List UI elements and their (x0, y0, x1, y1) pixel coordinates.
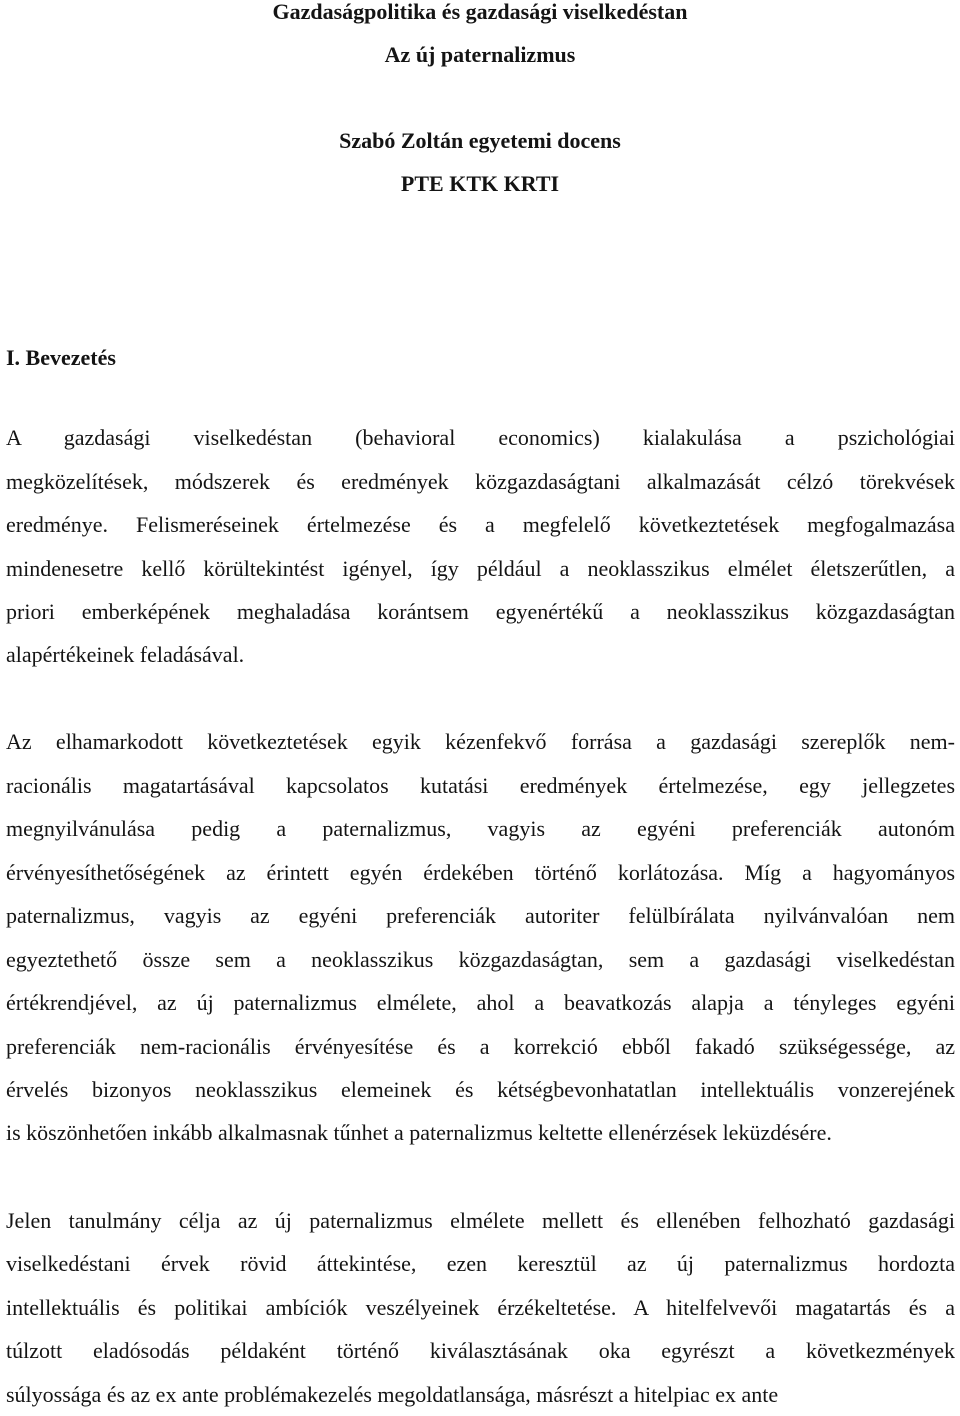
text-run: egyéni (876, 990, 955, 1015)
text-line (6, 599, 955, 625)
text-line (6, 860, 955, 886)
text-run: érvényesíthetőségének az érintett egyén érdekében történő korlátozása. Míg a (6, 860, 833, 885)
text-run: racionális magatartásával kapcsolatos kutatási eredmények értelmezése, egy jellegzetes (6, 773, 955, 798)
text-run: értékrendjével, az (6, 990, 197, 1015)
text-line (6, 1295, 955, 1321)
text-line (6, 1382, 955, 1408)
text-line (6, 903, 955, 929)
text-run: vagyis az egyéni preferenciák (134, 903, 525, 928)
text-run: mindenesetre kellő körültekintést igényel, így például a neoklasszikus elmélet életszerűtlen, (6, 556, 946, 581)
italic-text-run: autoriter (524, 903, 600, 928)
italic-text-run: új paternalizmus (196, 990, 357, 1015)
text-line (6, 1034, 955, 1060)
text-run: túlzott eladósodás példaként történő kiválasztásának oka egyrészt a következmények (6, 1338, 955, 1363)
text-line (6, 990, 955, 1016)
text-run: elmélete mellett és ellenében felhozható (432, 1208, 869, 1233)
text-run: Jelen tanulmány célja az (6, 1208, 275, 1233)
text-run: súlyossága és az ex ante problémakezelés megoldatlansága, másrészt a hitelpiac ex ante (6, 1382, 779, 1407)
italic-text-run: paternalizmus (322, 816, 446, 841)
text-run: elmélete, ahol a beavatkozás alapja a (356, 990, 794, 1015)
text-line (6, 1120, 955, 1146)
text-run: A (6, 425, 64, 450)
text-run: érvek rövid áttekintése, ezen keresztül az új paternalizmus hordozta (130, 1251, 955, 1276)
author-line: Szabó Zoltán egyetemi docens (339, 128, 621, 153)
text-line (6, 947, 955, 973)
text-run: preferenciák nem-racionális érvényesítése és a korrekció ebből fakadó szükségessége, az (6, 1034, 955, 1059)
italic-text-run: gazdasági (868, 1208, 955, 1233)
text-run: egyeztethető össze sem a neoklasszikus közgazdaságtan, sem a gazdasági viselkedéstan (6, 947, 955, 972)
text-line (6, 556, 955, 582)
text-run: is köszönhetően inkább alkalmasnak tűnhet a paternalizmus keltette ellenérzések leküzdésére. (6, 1120, 832, 1145)
text-line (6, 729, 955, 755)
italic-text-run: új paternalizmus (274, 1208, 433, 1233)
italic-text-run: tényleges (793, 990, 877, 1015)
text-run: intellektuális és politikai ambíciók veszélyeinek érzékeltetése. A hitelfelvevői magatartás és a (6, 1295, 955, 1320)
text-run: (behavioral economics) kialakulása a pszichológiai (312, 425, 955, 450)
text-run: felülbírálata nyilvánvalóan nem (599, 903, 955, 928)
section-heading: I. Bevezetés (6, 345, 116, 370)
text-run: érvelés bizonyos neoklasszikus elemeinek és kétségbevonhatatlan intellektuális vonzerejének (6, 1077, 955, 1102)
italic-text-run: gazdasági viselkedéstan (63, 425, 313, 450)
text-run: , vagyis az egyéni preferenciák autonóm (445, 816, 956, 841)
text-line (6, 773, 955, 799)
italic-text-run: hagyományos (832, 860, 955, 885)
italic-text-run: viselkedéstani (6, 1251, 131, 1276)
text-run: alapértékeinek feladásával. (6, 642, 245, 667)
affiliation-line: PTE KTK KRTI (400, 171, 560, 196)
text-line (6, 1077, 955, 1103)
text-line (6, 642, 955, 668)
text-line (6, 816, 955, 842)
text-line (6, 512, 955, 538)
italic-text-run: priori (6, 599, 55, 624)
document-title: Gazdaságpolitika és gazdasági viselkedéstan (272, 0, 688, 24)
text-run: eredménye. Felismeréseinek értelmezése és a megfelelő következtetések megfogalmazása (6, 512, 955, 537)
document-subtitle: Az új paternalizmus (384, 42, 576, 67)
text-run: megnyilvánulása pedig a (6, 816, 323, 841)
text-line (6, 1208, 955, 1234)
text-line (6, 1338, 955, 1364)
italic-text-run: a (945, 556, 955, 581)
text-line (6, 469, 955, 495)
text-run: emberképének meghaladása korántsem egyenértékű a neoklasszikus közgazdaságtan (54, 599, 955, 624)
text-line (6, 425, 955, 451)
text-run: megközelítések, módszerek és eredmények közgazdaságtani alkalmazását célzó törekvések (6, 469, 955, 494)
italic-text-run: paternalizmus, (6, 903, 135, 928)
text-line (6, 1251, 955, 1277)
text-run: Az elhamarkodott következtetések egyik kézenfekvő forrása a gazdasági szereplők nem- (6, 729, 955, 754)
